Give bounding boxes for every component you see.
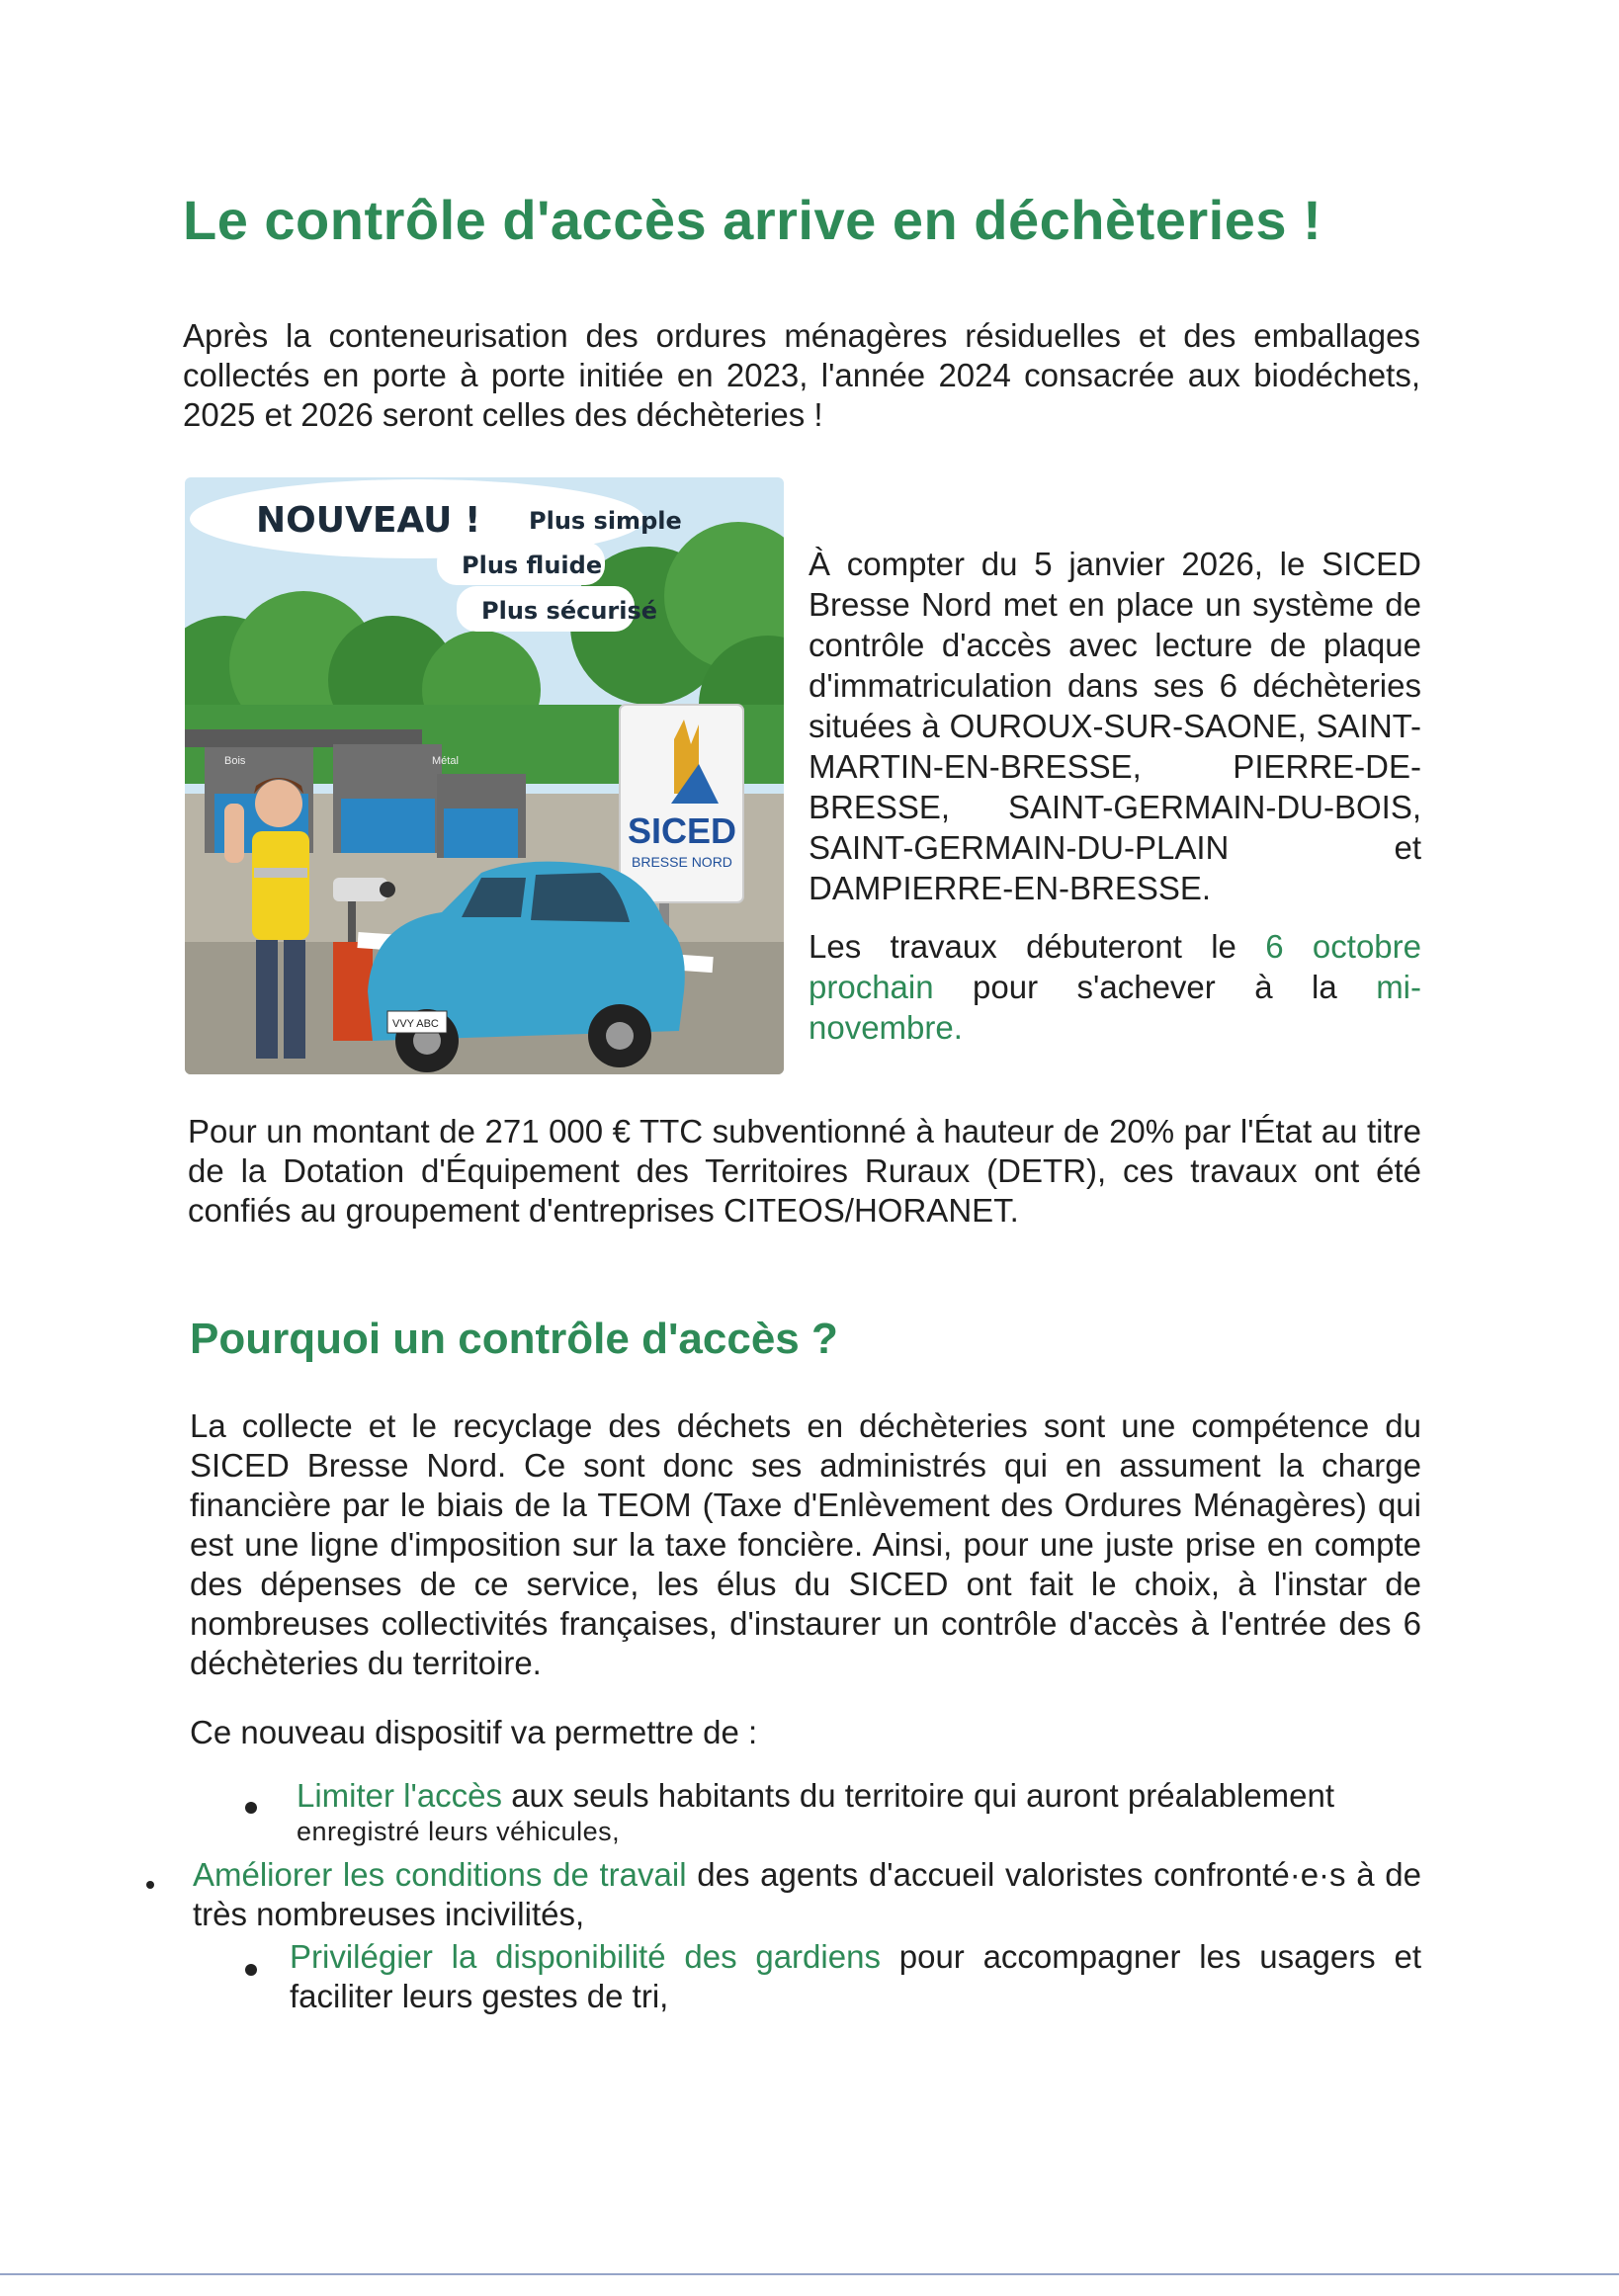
bullet-dot bbox=[245, 1802, 257, 1814]
works-schedule bbox=[809, 926, 1421, 1048]
nouveau-label: NOUVEAU ! bbox=[256, 500, 481, 541]
bullet-dot bbox=[245, 1964, 257, 1976]
list-item-highlight: Améliorer les conditions de travail bbox=[193, 1856, 687, 1893]
works-text-middle: pour s'achever à la bbox=[933, 969, 1377, 1005]
intro-paragraph: Après la conteneurisation des ordures ménagères résiduelles et des emballages collectés en porte à porte initiée en 2023, l'année 2024 consacrée aux biodéchets, 2025 et 2026 seront celles des déchèteries ! bbox=[183, 317, 1420, 433]
right-column bbox=[809, 544, 1421, 1048]
list-intro: Ce nouveau dispositif va permettre de : bbox=[190, 1714, 758, 1750]
sign-metal: Métal bbox=[432, 755, 459, 767]
sign-bois: Bois bbox=[224, 755, 246, 767]
list-item-highlight: Limiter l'accès bbox=[297, 1777, 503, 1814]
list-item bbox=[290, 1937, 1421, 2016]
section-heading: Pourquoi un contrôle d'accès ? bbox=[190, 1315, 838, 1363]
access-control-announcement: À compter du 5 janvier 2026, le SICED Bresse Nord met en place un système de contrôle d'accès avec lecture de plaque d'immatriculation dans ses 6 déchèteries situées à OUROUX-SUR-SAONE, SAINT-MARTIN-EN-BRESSE, PIERRE-DE-BRESSE, SAINT-GERMAIN-DU-BOIS, SAINT-GERMAIN-DU-PLAIN et DAMPIERRE-EN-BRESSE. bbox=[809, 546, 1421, 906]
list-item bbox=[297, 1776, 1473, 1847]
plus-simple-label: Plus simple bbox=[529, 507, 682, 535]
funding-paragraph: Pour un montant de 271 000 € TTC subventionné à hauteur de 20% par l'État au titre de la Dotation d'Équipement des Territoires Ruraux (DETR), ces travaux ont été confiés au groupement d'entreprises CITEOS/HORANET. bbox=[188, 1113, 1421, 1229]
bottom-rule bbox=[0, 2273, 1619, 2275]
list-item-text: pour accompagner les usagers et faciliter leurs gestes de tri, bbox=[290, 1938, 1421, 2014]
illustration bbox=[185, 477, 784, 1074]
list-item-highlight: Privilégier la disponibilité des gardiens bbox=[290, 1938, 881, 1975]
siced-logo-subtext: BRESSE NORD bbox=[632, 854, 732, 870]
page-title: Le contrôle d'accès arrive en déchèteries ! bbox=[183, 189, 1322, 251]
plus-securise-label: Plus sécurisé bbox=[481, 597, 658, 625]
works-start-date: 6 octobre prochain bbox=[809, 928, 1421, 1005]
works-end-date: mi-novembre. bbox=[809, 969, 1421, 1046]
bullet-dot bbox=[146, 1881, 154, 1889]
list-item-text: aux seuls habitants du territoire qui auront préalablement bbox=[502, 1777, 1335, 1814]
list-item-text: des agents d'accueil valoristes confronté·e·s à de très nombreuses incivilités, bbox=[193, 1856, 1422, 1932]
why-paragraph: La collecte et le recyclage des déchets en déchèteries sont une compétence du SICED Bresse Nord. Ce sont donc ses administrés qui en assument la charge financière par le biais de la TEOM (Taxe d'Enlèvement des Ordures Ménagères) qui est une ligne d'imposition sur la taxe foncière. Ainsi, pour une juste prise en compte des dépenses de ce service, les élus du SICED ont fait le choix, à l'instar de nombreuses collectivités françaises, d'instaurer un contrôle d'accès à l'entrée des 6 déchèteries du territoire. bbox=[190, 1407, 1421, 1681]
plus-fluide-label: Plus fluide bbox=[462, 552, 603, 579]
license-plate: VVY ABC bbox=[392, 1018, 439, 1030]
list-item-continuation: enregistré leurs véhicules, bbox=[297, 1817, 621, 1846]
list-item bbox=[193, 1855, 1421, 1934]
siced-logo-text: SICED bbox=[628, 810, 737, 851]
works-text-start: Les travaux débuteront le bbox=[809, 928, 1266, 965]
